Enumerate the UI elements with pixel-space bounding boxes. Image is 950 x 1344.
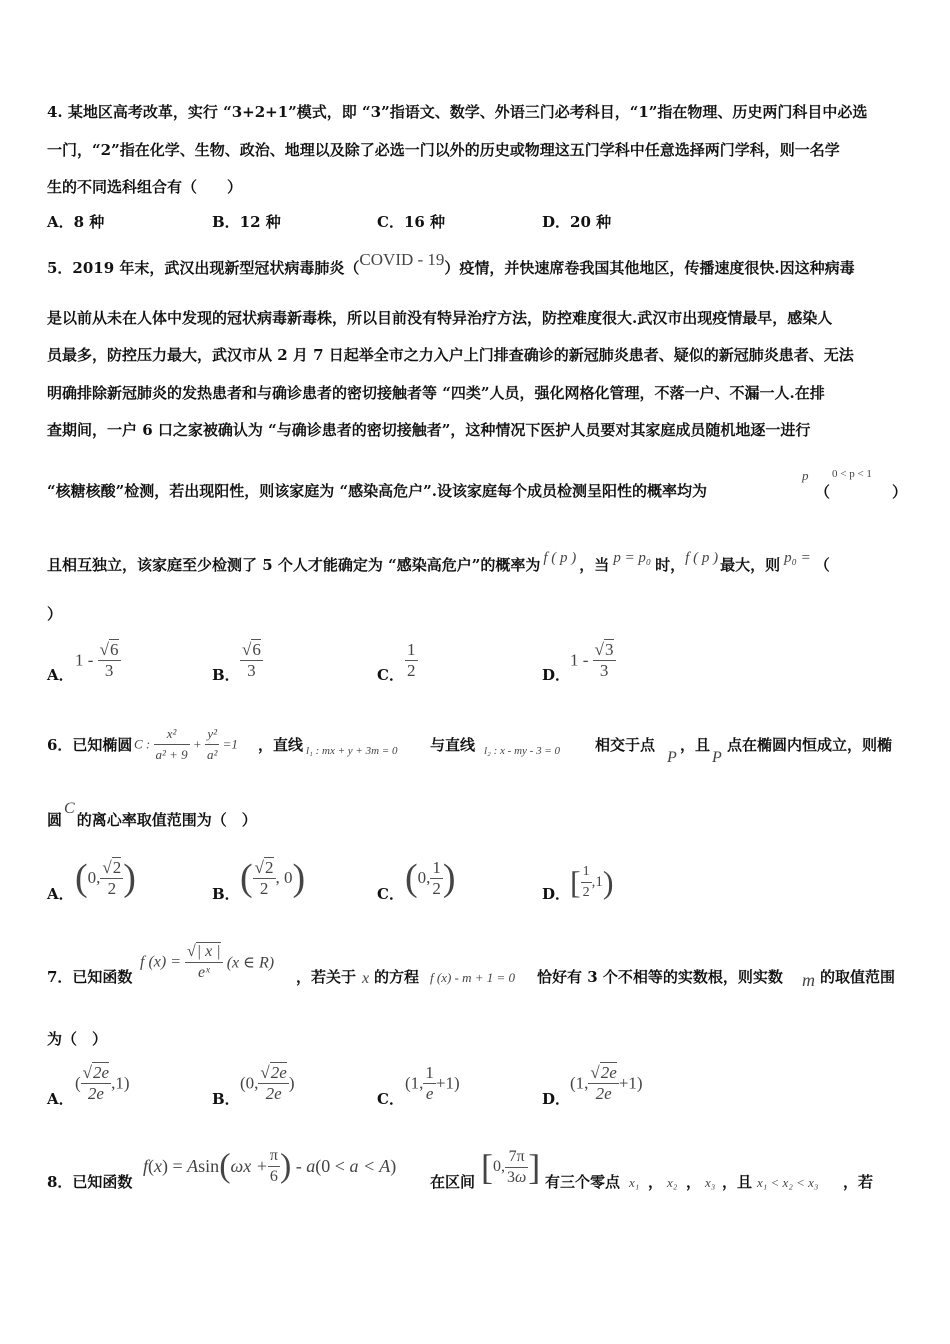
q7-m: m (802, 970, 815, 990)
q5-option-c-math: $\frac{1}{2}$ (407, 640, 416, 680)
q5-option-a-math: 1 - $\frac{√6}{3}$ (75, 640, 119, 680)
q7-option-c-math: (1, $\frac{1}{e}$ +1) (405, 1063, 460, 1103)
q7-mid-3: 恰好有 3 个不相等的实数根，则实数 (537, 968, 783, 986)
q5-line-8: ） (47, 605, 63, 623)
q6-line-l2: l₂ : x - my - 3 = 0 (484, 745, 561, 757)
q6-line-2 (47, 800, 257, 831)
q5-line-1-b: ）疫情，并快速席卷我国其他地区，传播速度很快.因这种病毒 (444, 259, 855, 277)
q6-lead: 6．已知椭圆 (47, 736, 133, 754)
q4-option-a: A．8 种 (47, 213, 105, 231)
q8-x3: x₃ (705, 1175, 716, 1190)
q6-point-p-2: P (712, 749, 722, 766)
q5-max: 最大，则 (720, 556, 781, 574)
q5-p-eq-p0: p = p₀ (613, 550, 652, 566)
q8-mid-1: 在区间 (430, 1173, 476, 1191)
q8-comma-1: ， (648, 1173, 664, 1191)
q5-line-4: 明确排除新冠肺炎的发热患者和与确诊患者的密切接触者等 “四类”人员，强化网格化管理，不落一户、不漏一人.在排 (47, 384, 825, 402)
q4-line-3: 生的不同选科组合有（ ） (47, 178, 243, 196)
q4-line-2: 一门，“2”指在化学、生物、政治、地理以及除了必选一门以外的历史或物理这五门学科中任意选择两门学科，则一名学 (47, 141, 840, 159)
q6-mid-3: 相交于点 (595, 736, 656, 754)
q5-line-2: 是以前从未在人体中发现的冠状病毒新毒株，所以目前没有特异治疗方法，防控难度很大.武汉市出现疫情最早，感染人 (47, 309, 833, 327)
q8-comma-2: ， (686, 1173, 702, 1191)
q7-mid-1: ，若关于 (296, 968, 357, 986)
q5-fp-2: f ( p ) (685, 550, 719, 566)
q5-option-a-label: A． (47, 666, 74, 684)
q6-mid-2: 与直线 (430, 736, 476, 754)
q6-option-c-math: (0, $\frac{1}{2}$ ) (405, 857, 456, 899)
q6-mid-5: 点在椭圆内恒成立，则椭 (727, 736, 893, 754)
q6-point-p: P (667, 749, 677, 766)
q8-mid-2: 有三个零点 (545, 1173, 621, 1191)
q4-option-b: B．12 种 (212, 213, 281, 231)
q5-option-d-math: 1 - $\frac{√3}{3}$ (570, 640, 614, 680)
q6-ellipse: C : $\frac{\text{x²}}{\text{a² + 9}}$ + $\frac{\text{y²}}{\text{a²}}$ =1 (134, 726, 238, 762)
q7-option-c-label: C． (377, 1090, 404, 1108)
q6-option-d-label: D． (542, 885, 571, 903)
q6-option-b-math: ( $\frac{√2}{2}$ , 0) (240, 857, 306, 899)
q4-option-c: C．16 种 (377, 213, 446, 231)
q4-option-d: D．20 种 (542, 213, 612, 231)
q8-line-1 (47, 1172, 132, 1192)
q7-option-d-label: D． (542, 1090, 571, 1108)
q8-x1: x₁ (629, 1175, 640, 1190)
q6-mid-1: ，直线 (258, 736, 304, 754)
q5-option-c-label: C． (377, 666, 404, 684)
q5-paren-close: ） (892, 483, 908, 501)
q6-option-a-label: A． (47, 885, 74, 903)
q8-x2: x₂ (667, 1175, 678, 1190)
q6-option-b-label: B． (212, 885, 240, 903)
q6-line-1 (47, 735, 132, 755)
q5-p-symbol: p (802, 468, 809, 483)
q8-function: f(x) = Asin(ωx + $\frac{\pi}{6}$ ) - a(0 < a < A) (143, 1147, 397, 1185)
q7-line-1 (47, 967, 132, 987)
q6-line-l1: l₁ : mx + y + 3m = 0 (306, 745, 398, 757)
q6-option-c-label: C． (377, 885, 404, 903)
q6-ellipse-c: C (64, 800, 75, 817)
q8-interval: [0, $\frac{7\pi}{3\omega}$ ] (481, 1147, 541, 1187)
q5-line-3: 员最多，防控压力最大，武汉市从 2 月 7 日起举全市之力入户上门排查确诊的新冠肺炎患者、疑似的新冠肺炎患者、无法 (47, 346, 854, 364)
q5-line-6-a: “核糖核酸”检测，若出现阳性，则该家庭为 “感染高危户”.设该家庭每个成员检测呈阳性的概率均为 (47, 482, 707, 500)
q7-x: x (362, 970, 370, 987)
q5-option-b-label: B． (212, 666, 240, 684)
q5-option-d-label: D． (542, 666, 571, 684)
q7-equation: f (x) - m + 1 = 0 (430, 970, 516, 985)
q5-p0-eq: p₀ = (784, 550, 811, 566)
q7-option-b-label: B． (212, 1090, 240, 1108)
q5-option-b-math: $\frac{√6}{3}$ (242, 640, 261, 680)
q5-paren-open: （ (815, 483, 831, 501)
q8-tail: ，若 (843, 1173, 874, 1191)
q5-paren-tail: （ (814, 556, 830, 574)
q5-line-7 (47, 550, 830, 576)
q7-option-d-math: (1, $\frac{√2e}{2e}$ +1) (570, 1063, 643, 1103)
q8-mid-3: ，且 (722, 1173, 753, 1191)
q7-function: f (x) = $\frac{√| x |}{\text{eˣ}}$ (x ∈ R) (140, 943, 275, 981)
q6-option-d-math: [ $\frac{1}{2}$ ,1) (570, 864, 614, 900)
q6-option-a-math: (0, $\frac{√2}{2}$ ) (75, 857, 136, 899)
q8-lead: 8．已知函数 (47, 1173, 133, 1191)
q6-line-2-b: 的离心率取值范围为（ ） (76, 811, 257, 829)
q7-mid-4: 的取值范围 (820, 968, 896, 986)
q5-line-1-a: 5．2019 年末，武汉出现新型冠状病毒肺炎（ (47, 259, 360, 277)
q5-shi: 时， (655, 556, 686, 574)
q7-line-2: 为（ ） (47, 1030, 108, 1048)
q5-condition: 0 < p < 1 (832, 468, 872, 480)
covid-label: COVID - 19 (359, 250, 445, 269)
q5-line-1 (47, 250, 855, 278)
q7-option-a-math: ( $\frac{√2e}{2e}$ ,1) (75, 1063, 130, 1103)
q5-fp: f ( p ) (543, 550, 577, 566)
q4-line-1: 4. 某地区高考改革，实行 “3+2+1”模式，即 “3”指语文、数学、外语三门必考科目，“1”指在物理、历史两门科目中必选 (47, 103, 868, 121)
q5-line-6 (47, 481, 707, 501)
q5-line-7-a: 且相互独立，该家庭至少检测了 5 个人才能确定为 “感染高危户”的概率为 (47, 556, 541, 574)
q7-option-b-math: (0, $\frac{√2e}{2e}$ ) (240, 1063, 295, 1103)
q7-lead: 7．已知函数 (47, 968, 133, 986)
q6-mid-4: ，且 (680, 736, 711, 754)
q8-inequality: x₁ < x₂ < x₃ (757, 1175, 819, 1190)
q6-line-2-a: 圆 (47, 811, 63, 829)
q5-dang: ，当 (579, 556, 610, 574)
q7-option-a-label: A． (47, 1090, 74, 1108)
q5-line-5: 查期间，一户 6 口之家被确认为 “与确诊患者的密切接触者”，这种情况下医护人员要对其家庭成员随机地逐一进行 (47, 421, 811, 439)
q7-mid-2: 的方程 (374, 968, 420, 986)
